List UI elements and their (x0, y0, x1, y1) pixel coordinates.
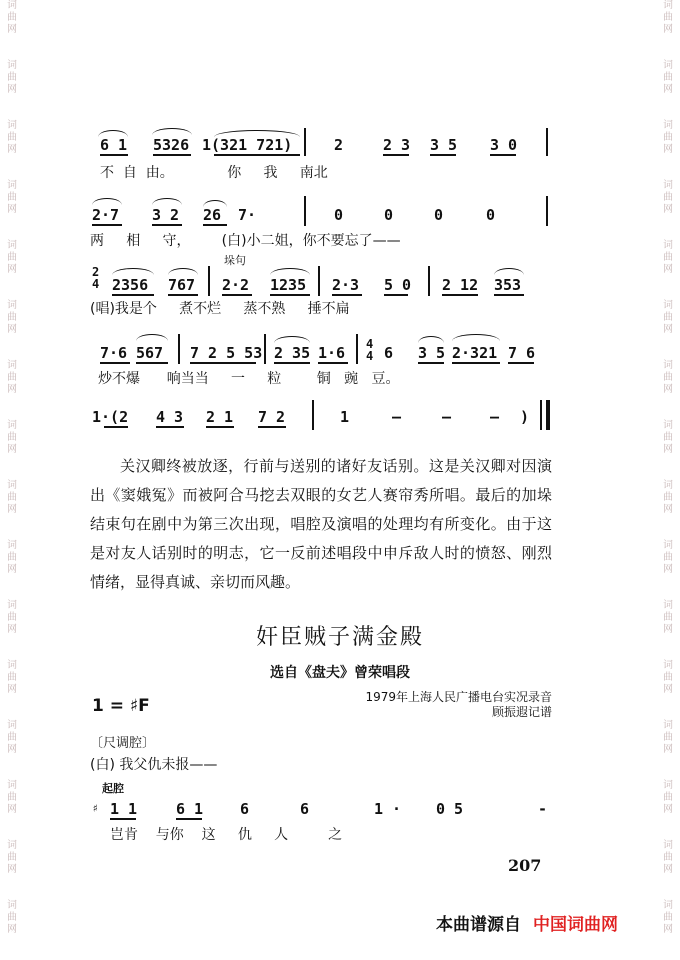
watermark-text: 词曲网 (663, 540, 673, 575)
note-group: 6 (384, 344, 394, 362)
brand-link[interactable]: 中国词曲网 (533, 915, 618, 935)
sanban-mark: ♯ (92, 802, 99, 815)
bar-line (304, 196, 306, 226)
key-signature: 1 = ♯F (92, 696, 150, 716)
note-group: 2 1 (206, 408, 234, 426)
lyrics-line: 两 相 守， (白)小二姐，你不要忘了—— (90, 233, 401, 249)
bar-line (356, 334, 358, 364)
underline (508, 362, 534, 364)
note-group: ) (520, 408, 530, 426)
watermark-text: 词曲网 (7, 660, 17, 695)
note-group: 1(321 721) (202, 136, 293, 154)
watermark-text: 词曲网 (7, 420, 17, 455)
song-subtitle: 选自《盘夫》曾荣唱段 (270, 665, 410, 681)
underline (384, 294, 408, 296)
watermark-text: 词曲网 (7, 60, 17, 95)
note-group: 1235 (270, 276, 307, 294)
watermark-text: 词曲网 (7, 300, 17, 335)
underline (490, 154, 516, 156)
note-group: 5326 (153, 136, 190, 154)
slur (112, 268, 154, 275)
final-bar-line (546, 400, 550, 430)
watermark-text: 词曲网 (663, 180, 673, 215)
note-group: 2 3 (383, 136, 411, 154)
note-group: 6 1 (100, 136, 128, 154)
note-group: 7· (238, 206, 257, 224)
bar-line (428, 266, 430, 296)
watermark-text: 词曲网 (663, 600, 673, 635)
qiqiang-label: 起腔 (102, 782, 124, 795)
underline (274, 362, 310, 364)
page-number: 207 (508, 856, 542, 875)
bar-line (208, 266, 210, 296)
watermark-text: 词曲网 (663, 780, 673, 815)
watermark-text: 词曲网 (663, 300, 673, 335)
spoken-line: (白) 我父仇未报—— (90, 757, 218, 773)
underline (214, 154, 300, 156)
bar-line (318, 266, 320, 296)
watermark-text: 词曲网 (7, 780, 17, 815)
watermark-right (660, 0, 676, 960)
underline (270, 294, 310, 296)
watermark-text: 词曲网 (663, 120, 673, 155)
underline (152, 224, 182, 226)
underline (136, 362, 168, 364)
watermark-text: 词曲网 (663, 660, 673, 695)
note-group: 0 (384, 206, 394, 224)
note-group: 2 (334, 136, 344, 154)
watermark-text: 词曲网 (7, 0, 17, 35)
slur (136, 334, 168, 341)
bar-line (264, 334, 266, 364)
note-group: 3 0 (490, 136, 518, 154)
note-group: 6 (240, 800, 250, 818)
slur (452, 334, 500, 341)
underline (203, 224, 227, 226)
slur (92, 198, 122, 205)
underline (222, 294, 252, 296)
time-signature: 2 4 (92, 265, 100, 291)
watermark-text: 词曲网 (7, 540, 17, 575)
note-group: 0 (334, 206, 344, 224)
note-group: 6 (300, 800, 310, 818)
lyrics-line: (唱)我是个 煮不烂 蒸不熟 捶不扁 (90, 301, 350, 317)
watermark-text: 词曲网 (7, 900, 17, 935)
bar-line (546, 196, 548, 226)
watermark-text: 词曲网 (7, 240, 17, 275)
note-group: 1·(2 (92, 408, 129, 426)
note-group: 2 35 (274, 344, 311, 362)
watermark-text: 词曲网 (663, 240, 673, 275)
bar-line (178, 334, 180, 364)
bar-line (304, 128, 306, 156)
underline (383, 154, 409, 156)
note-group: 6 1 (176, 800, 204, 818)
note-group: 1 (340, 408, 350, 426)
slur (168, 268, 198, 275)
underline (190, 362, 256, 364)
underline (176, 818, 202, 820)
watermark-text: 词曲网 (663, 420, 673, 455)
underline (258, 426, 286, 428)
slur (98, 130, 128, 137)
note-group: 2 12 (442, 276, 479, 294)
watermark-left (4, 0, 20, 960)
note-group: 7 2 5 53 (190, 344, 263, 362)
watermark-text: 词曲网 (7, 720, 17, 755)
slur (203, 200, 227, 207)
note-group: 7 2 (258, 408, 286, 426)
lyrics-line: 炒不爆 响当当 一 粒 铜 豌 豆。 (98, 371, 400, 387)
underline (442, 294, 478, 296)
bar-line (540, 400, 542, 430)
underline (110, 818, 136, 820)
watermark-text: 词曲网 (663, 360, 673, 395)
note-group: 1·6 (318, 344, 346, 362)
bar-line (312, 400, 314, 430)
watermark-text: 词曲网 (663, 900, 673, 935)
watermark-text: 词曲网 (663, 840, 673, 875)
watermark-text: 词曲网 (663, 60, 673, 95)
watermark-text: 词曲网 (663, 0, 673, 35)
note-group: – (442, 408, 452, 426)
watermark-text: 词曲网 (7, 480, 17, 515)
note-group: 1 1 (110, 800, 138, 818)
watermark-text: 词曲网 (7, 120, 17, 155)
note-group: - (538, 800, 548, 818)
underline (430, 154, 456, 156)
watermark-text: 词曲网 (663, 480, 673, 515)
mode-label: 〔尺调腔〕 (90, 736, 156, 751)
note-group: 0 5 (436, 800, 464, 818)
underline (100, 154, 128, 156)
note-group: 767 (168, 276, 196, 294)
slur (152, 128, 192, 135)
lyrics-line: 岂肯 与你 这 仇 人 之 (110, 827, 343, 843)
note-group: 2·321 (452, 344, 498, 362)
watermark-text: 词曲网 (7, 600, 17, 635)
underline (452, 362, 500, 364)
slur (214, 130, 300, 137)
slur (494, 268, 524, 275)
note-group: 5 0 (384, 276, 412, 294)
underline (494, 294, 524, 296)
underline (418, 362, 444, 364)
note-group: 2356 (112, 276, 149, 294)
footer-credit: 本曲谱源自 中国词曲网 (436, 915, 618, 935)
note-group: 26 (203, 206, 222, 224)
song-title: 奸臣贼子满金殿 (255, 625, 424, 650)
note-group: 567 (136, 344, 164, 362)
commentary-paragraph: 关汉卿终被放逐，行前与送别的诸好友话别。这是关汉卿对因演出《窦娥冤》而被阿合马挖去双眼的女艺人赛帘秀所唱。最后的加垛结束句在剧中为第三次出现，唱腔及演唱的处理均有所变化。由于这是对友人话别时的明志，它一反前述唱段中申斥敌人时的愤怒、刚烈情绪，显得真诚、亲切而风趣。 (90, 457, 552, 591)
time-signature: 4 4 (366, 337, 374, 363)
bar-line (546, 128, 548, 156)
note-group: 2·2 (222, 276, 250, 294)
lyrics-line: 不 自 由。 你 我 南北 (100, 165, 328, 181)
note-group: 2·7 (92, 206, 120, 224)
source-credit: 1979年上海人民广播电台实况录音 顾振遐记谱 (365, 690, 552, 719)
watermark-text: 词曲网 (663, 720, 673, 755)
note-group: 7·6 (100, 344, 128, 362)
watermark-text: 词曲网 (7, 840, 17, 875)
note-group: 0 (486, 206, 496, 224)
slur (270, 268, 310, 275)
section-marker: 垛句 (224, 254, 246, 267)
underline (153, 154, 191, 156)
slur (418, 336, 444, 343)
note-group: – (490, 408, 500, 426)
note-group: 353 (494, 276, 522, 294)
underline (206, 426, 234, 428)
note-group: 2·3 (332, 276, 360, 294)
note-group: 0 (434, 206, 444, 224)
note-group: 3 5 (430, 136, 458, 154)
note-group: 4 3 (156, 408, 184, 426)
slur (152, 198, 182, 205)
underline (112, 294, 154, 296)
underline (104, 426, 128, 428)
note-group: 1 · (374, 800, 402, 818)
note-group: 3 2 (152, 206, 180, 224)
slur (274, 336, 310, 343)
underline (318, 362, 348, 364)
watermark-text: 词曲网 (7, 360, 17, 395)
note-group: – (392, 408, 402, 426)
note-group: 3 5 (418, 344, 446, 362)
underline (332, 294, 362, 296)
underline (168, 294, 198, 296)
note-group: 7 6 (508, 344, 536, 362)
underline (100, 362, 130, 364)
watermark-text: 词曲网 (7, 180, 17, 215)
underline (156, 426, 184, 428)
underline (92, 224, 122, 226)
